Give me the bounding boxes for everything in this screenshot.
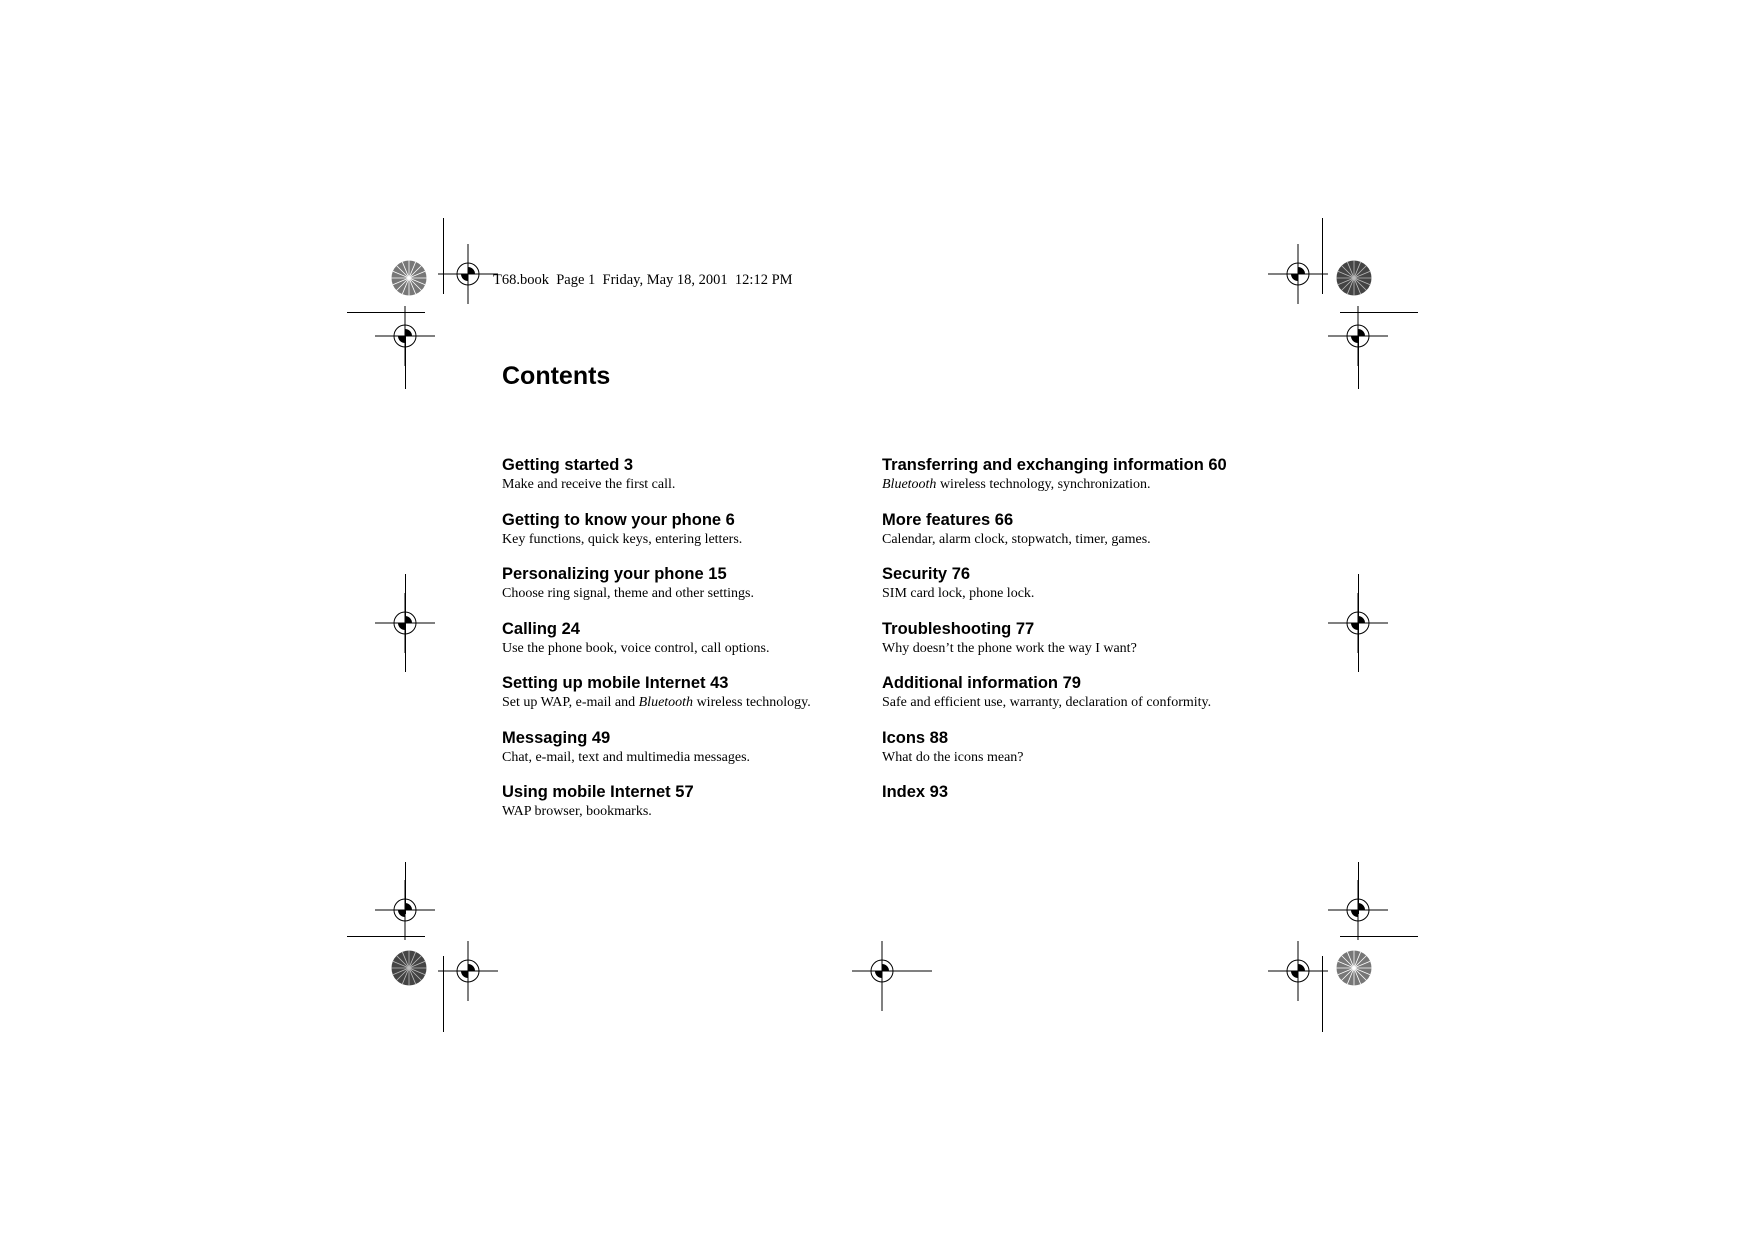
toc-entry-title[interactable]: Calling 24 <box>502 619 580 638</box>
toc-description-text: Choose ring signal, theme and other settings. <box>502 586 754 601</box>
starburst-mark-icon <box>391 950 427 986</box>
toc-entry[interactable] <box>502 564 872 619</box>
toc-description-text: Chat, e-mail, text and multimedia messages. <box>502 749 751 765</box>
toc-description-text: wireless technology, synchronization. <box>936 477 1151 492</box>
toc-entry[interactable] <box>502 619 872 674</box>
toc-description-italic: Bluetooth <box>882 477 937 492</box>
toc-entry[interactable] <box>882 673 1282 728</box>
toc-entry-title[interactable]: Using mobile Internet 57 <box>502 783 694 801</box>
toc-description-text: WAP browser, bookmarks. <box>502 804 652 819</box>
toc-entry-title[interactable]: Personalizing your phone 15 <box>502 565 727 583</box>
toc-entry-description <box>502 640 872 658</box>
toc-description-text: Calendar, alarm clock, stopwatch, timer, games. <box>882 531 1151 547</box>
toc-entry-title[interactable]: Troubleshooting 77 <box>882 619 1035 638</box>
toc-entry[interactable] <box>882 455 1282 510</box>
toc-entry-title[interactable]: More features 66 <box>882 510 1014 529</box>
registration-mark-icon <box>438 244 498 304</box>
toc-entry[interactable] <box>882 619 1282 674</box>
toc-entry[interactable] <box>882 564 1282 619</box>
toc-description-text: Why doesn’t the phone work the way I want? <box>882 640 1137 656</box>
toc-left-column <box>502 455 872 837</box>
toc-description-text: wireless technology. <box>693 695 811 710</box>
toc-entry-description <box>882 749 1282 767</box>
registration-mark-icon <box>1268 941 1328 1001</box>
registration-mark-icon <box>438 941 498 1001</box>
toc-entry-description <box>502 585 872 603</box>
toc-entry-title[interactable]: Security 76 <box>882 565 971 583</box>
toc-entry[interactable] <box>502 782 872 837</box>
toc-description-text: Key functions, quick keys, entering letters. <box>502 531 743 547</box>
crop-mark <box>1358 574 1359 672</box>
toc-entry-description <box>502 531 872 549</box>
toc-entry[interactable] <box>502 510 872 565</box>
toc-entry[interactable] <box>882 510 1282 565</box>
toc-entry-description <box>882 640 1282 658</box>
toc-entry[interactable] <box>882 782 1282 837</box>
toc-entry-description <box>882 694 1282 712</box>
toc-entry-title[interactable]: Getting to know your phone 6 <box>502 510 735 529</box>
print-header-info: T68.book Page 1 Friday, May 18, 2001 12:12 PM <box>493 272 793 288</box>
toc-entry-title[interactable]: Getting started 3 <box>502 456 634 474</box>
toc-entry-description <box>882 585 1282 603</box>
toc-entry-title[interactable]: Icons 88 <box>882 728 949 747</box>
toc-entry-title[interactable]: Messaging 49 <box>502 728 611 747</box>
toc-entry-title[interactable]: Transferring and exchanging information 60 <box>882 456 1227 474</box>
toc-description-text: What do the icons mean? <box>882 749 1024 765</box>
toc-entry-title[interactable]: Additional information 79 <box>882 674 1081 692</box>
registration-mark-icon <box>375 880 435 940</box>
toc-entry[interactable] <box>502 673 872 728</box>
toc-description-text: Use the phone book, voice control, call options. <box>502 640 770 656</box>
registration-mark-icon <box>1328 880 1388 940</box>
toc-entry-description <box>882 531 1282 549</box>
toc-entry-description <box>502 803 872 821</box>
toc-entry[interactable] <box>882 728 1282 783</box>
toc-description-italic: Bluetooth <box>638 695 694 710</box>
toc-entry-description <box>882 476 1282 494</box>
page-title: Contents <box>502 362 611 390</box>
starburst-mark-icon <box>1336 260 1372 296</box>
toc-entry-title[interactable]: Setting up mobile Internet 43 <box>502 674 729 692</box>
toc-entry-description <box>502 749 872 767</box>
toc-entry-description <box>502 694 872 712</box>
toc-right-column <box>882 455 1282 837</box>
registration-mark-icon <box>1328 306 1388 366</box>
registration-mark-icon <box>1268 244 1328 304</box>
starburst-mark-icon <box>1336 950 1372 986</box>
toc-description-text: SIM card lock, phone lock. <box>882 586 1035 601</box>
registration-mark-icon <box>852 941 932 1011</box>
toc-entry-title[interactable]: Index 93 <box>882 783 949 801</box>
toc-entry[interactable] <box>502 455 872 510</box>
toc-description-text: Safe and efficient use, warranty, declaration of conformity. <box>882 695 1212 710</box>
toc-entry[interactable] <box>502 728 872 783</box>
starburst-mark-icon <box>391 260 427 296</box>
toc-description-text: Make and receive the first call. <box>502 477 676 492</box>
crop-mark <box>405 574 406 672</box>
toc-description-text: Set up WAP, e-mail and <box>502 695 639 710</box>
toc-entry-description <box>502 476 872 494</box>
registration-mark-icon <box>375 306 435 366</box>
